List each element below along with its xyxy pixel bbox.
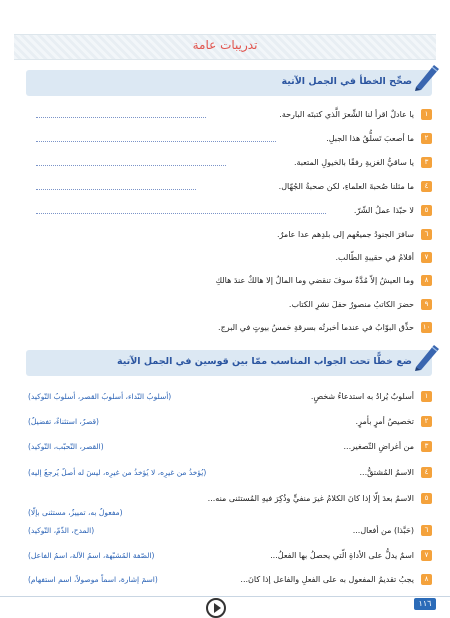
list-item xyxy=(14,156,432,170)
list-item xyxy=(14,492,432,520)
list-item xyxy=(14,251,432,265)
item-number: ٤ xyxy=(421,467,432,478)
section-2-header xyxy=(26,350,432,376)
item-number: ٥ xyxy=(421,205,432,216)
list-item xyxy=(14,321,432,335)
section-1-header xyxy=(26,70,432,96)
pen-icon xyxy=(412,61,442,91)
item-text: الاسمُ المُشتقُّ... xyxy=(359,468,414,477)
answer-line[interactable] xyxy=(36,189,196,190)
item-text: يا عادلٌ اقرأ لنا الشِّعرَ الَّذي كتبتَه البارحة. xyxy=(279,110,414,119)
item-number: ٩ xyxy=(421,299,432,310)
footer-divider xyxy=(0,596,450,597)
item-text: ما مثلنا صُحبةَ العلماءِ، لكن صحبةُ الجُهّال. xyxy=(278,182,414,191)
item-number: ١ xyxy=(421,109,432,120)
list-item xyxy=(14,180,432,194)
item-text: أقلامُ في حقيبةِ الطّالب. xyxy=(335,253,414,262)
item-text: وما العيشُ إلاّ مُدَّةٌ سوفَ تنقضي وما المالُ إلا هالكٌ عندَ هالكِ xyxy=(215,276,414,285)
item-text: يجبُ تقديمُ المفعول به على الفعلِ والفاعل إذا كانَ... xyxy=(240,575,414,584)
item-text: حضرَ الكاتبُ منصورٌ حفلَ نشرِ الكتاب. xyxy=(288,300,414,309)
item-number: ١٠ xyxy=(422,323,431,331)
pen-icon xyxy=(412,341,442,371)
list-item xyxy=(14,108,432,122)
item-number: ٥ xyxy=(421,493,432,504)
item-number: ٨ xyxy=(421,275,432,286)
answer-choices[interactable]: (أسلوبُ النّداء، أسلوبُ القصر، أسلوبُ التّوكيد) xyxy=(28,392,172,401)
answer-choices[interactable]: (مفعولٌ به، تمييزٌ، مستثنى بإلّا) xyxy=(28,508,123,517)
play-icon[interactable] xyxy=(206,598,226,618)
list-item xyxy=(14,132,432,146)
answer-choices[interactable]: (المدح، الذّمّ، التّوكيد) xyxy=(28,526,95,535)
item-text: لا حبّذا عملُ الشّرّ. xyxy=(353,206,414,215)
item-text: من أغراضِ التّصغير... xyxy=(343,442,414,451)
answer-line[interactable] xyxy=(36,117,206,118)
section-1-title: صحِّح الخطأ في الجمل الآتية xyxy=(281,76,412,87)
item-text: سافرَ الجنودُ جميعُهم إلى بلدِهم عدا عامرٌ. xyxy=(276,230,414,239)
page-title: تدريبات عامة xyxy=(192,38,258,52)
item-number: ٨ xyxy=(421,574,432,585)
item-number: ٣ xyxy=(421,441,432,452)
item-number: ١ xyxy=(421,391,432,402)
item-text: اسمٌ يدلُّ على الأداةِ الّتي يحصلُ بها الفعلُ... xyxy=(270,551,414,560)
answer-choices[interactable]: (القصر، التّحبّب، التّوكيد) xyxy=(28,442,104,451)
list-item xyxy=(14,390,432,404)
page-number: ١١٦ xyxy=(414,598,436,610)
item-number: ٢ xyxy=(421,133,432,144)
list-item xyxy=(14,298,432,312)
answer-choices[interactable]: (قصرٌ، استثناءٌ، تفضيلٌ) xyxy=(28,417,99,426)
list-item xyxy=(14,204,432,218)
list-item xyxy=(14,524,432,538)
item-number: ٣ xyxy=(421,157,432,168)
item-text: تخصيصُ أمرٍ بأمرٍ. xyxy=(355,417,414,426)
item-number: ٢ xyxy=(421,416,432,427)
list-item xyxy=(14,274,432,288)
item-number: ٤ xyxy=(421,181,432,192)
item-text: أسلوبٌ يُرادُ به استدعاءُ شخصٍ. xyxy=(310,392,414,401)
item-number: ٧ xyxy=(421,550,432,561)
item-text: (حَبَّذا) من أفعال... xyxy=(352,526,414,535)
list-item xyxy=(14,415,432,429)
list-item xyxy=(14,573,432,587)
list-item xyxy=(14,466,432,480)
item-text: ما أصعبَ تَسلُّقُ هذا الجبلِ. xyxy=(326,134,414,143)
answer-choices[interactable]: (اسمَ إشارة، اسماً موصولاً، اسم استفهام) xyxy=(28,575,158,584)
answer-line[interactable] xyxy=(36,141,276,142)
item-number: ٦ xyxy=(421,525,432,536)
item-number: ٦ xyxy=(421,229,432,240)
list-item xyxy=(14,549,432,563)
item-number: ٧ xyxy=(421,252,432,263)
title-banner xyxy=(14,34,436,60)
answer-choices[interactable]: (يُؤخذُ من غيرِه، لا يُؤخذُ من غيرِه، ليسَ له أصلٌ يُرجعُ إليه) xyxy=(28,468,207,477)
list-item xyxy=(14,440,432,454)
answer-choices[interactable]: (الصّفة المُشبّهة، اسمُ الآلة، اسمُ الفاعل) xyxy=(28,551,155,560)
item-text: يا ساقيُّ الغزيةِ رفقًا بالخيولِ المتعبة. xyxy=(293,158,414,167)
item-text: الاسمُ بعدَ إلّا إذا كانَ الكلامُ غيرَ منفيٍّ وذُكِرَ فيهِ المُستثنى منه... xyxy=(207,494,414,503)
item-text: حذِّق البوّابُ في عندما أخبرتُه بسرقةِ خمسُ بيوتٍ في البرج. xyxy=(218,323,414,332)
section-2-title: ضع خطًّا تحت الجواب المناسب ممّا بين قوسين في الجمل الآتية xyxy=(117,356,412,367)
answer-line[interactable] xyxy=(36,213,326,214)
answer-line[interactable] xyxy=(36,165,226,166)
list-item xyxy=(14,228,432,242)
